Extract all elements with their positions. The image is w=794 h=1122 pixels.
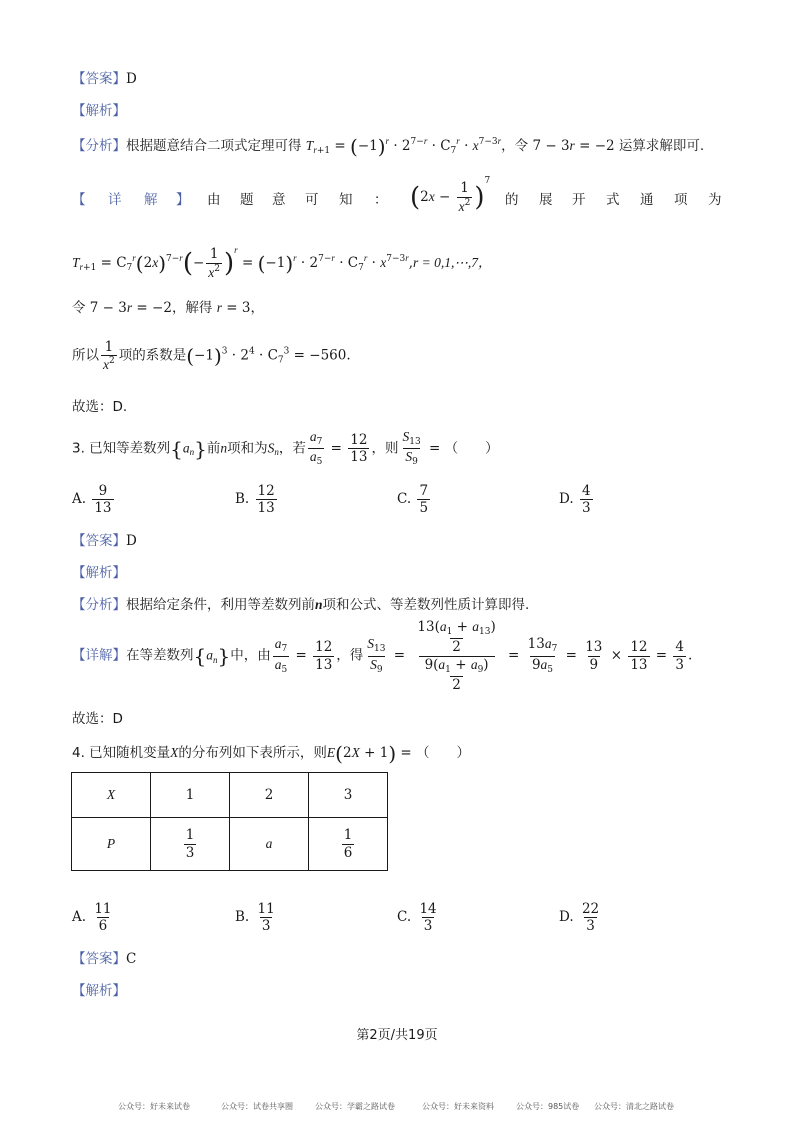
watermark-text: 公众号：985试卷 bbox=[516, 1102, 580, 1111]
q3-option-d[interactable] bbox=[559, 484, 595, 515]
q3-xiangjie-c: ，得 bbox=[336, 647, 364, 664]
option-label: B. bbox=[235, 491, 250, 508]
distribution-table bbox=[71, 772, 388, 871]
q4-stem-c: （ ） bbox=[416, 745, 471, 761]
q2-answer-line bbox=[72, 67, 137, 87]
option-num: 12 bbox=[257, 483, 275, 499]
option-num: 9 bbox=[98, 483, 108, 499]
option-den: 3 bbox=[261, 918, 271, 935]
table-cell: P bbox=[72, 818, 151, 871]
q3-analysis-tag: 【解析】 bbox=[72, 565, 126, 581]
watermark-text: 公众号：学霸之路试卷 bbox=[315, 1102, 395, 1111]
q2-fenxi-text2: ，令 bbox=[501, 138, 529, 154]
q3-answer-line bbox=[72, 529, 137, 549]
xiangjie-char: 通 bbox=[640, 192, 654, 208]
q4-stem-a: 4. 已知随机变量 bbox=[72, 745, 171, 761]
q3-stem: 3. 已知等差数列$\{a_n\}$前n项和为$S_n$，若 $\frac{a_7}{a_5}$ = $\frac{12}{13}$ ，则 $\frac{S_{13}}{S_9}$ = （ ） bbox=[72, 429, 499, 468]
option-num: 4 bbox=[581, 483, 591, 499]
q2-fenxi-text3: 运算求解即可. bbox=[618, 138, 705, 154]
q2-step1: 令 7 − 3r = −2，解得 r = 3， bbox=[72, 300, 264, 316]
frac-den: 6 bbox=[343, 844, 353, 861]
answer-tag: 【答案】 bbox=[72, 533, 126, 549]
q2-choice-line: 故选：D. bbox=[72, 399, 128, 415]
xiangjie-char: 可 bbox=[305, 192, 319, 208]
xiangjie-char: 为 bbox=[708, 192, 722, 208]
q4-answer-value: C bbox=[126, 951, 137, 967]
frac-den: 3 bbox=[185, 844, 195, 861]
table-cell bbox=[151, 818, 230, 871]
xiangjie-char: 题 bbox=[240, 192, 254, 208]
q4-option-d[interactable] bbox=[559, 902, 603, 933]
option-num: 7 bbox=[419, 483, 429, 499]
q3-answer-value: D bbox=[126, 533, 137, 549]
q3-stem-f: （ ） bbox=[444, 440, 499, 457]
table-cell bbox=[309, 818, 388, 871]
q3-option-a[interactable] bbox=[72, 484, 116, 515]
xiangjie-char: ： bbox=[374, 192, 388, 208]
table-row bbox=[72, 773, 388, 818]
q4-option-c[interactable] bbox=[397, 902, 441, 933]
option-label: B. bbox=[235, 909, 250, 926]
fenxi-tag: 【分析】 bbox=[72, 597, 126, 613]
option-label: A. bbox=[72, 491, 87, 508]
fenxi-tag: 【分析】 bbox=[72, 138, 126, 154]
option-den: 6 bbox=[98, 918, 108, 935]
option-label: D. bbox=[559, 491, 574, 508]
xiangjie-char: 意 bbox=[272, 192, 286, 208]
q2-fenxi-equation: 7 − 3r = −2 bbox=[532, 138, 615, 154]
table-cell: 3 bbox=[309, 773, 388, 818]
q3-xiangjie-a: 在等差数列 bbox=[126, 647, 194, 664]
option-label: A. bbox=[72, 909, 87, 926]
xiangjie-char: 开 bbox=[572, 192, 586, 208]
xiangjie-char: 详 bbox=[108, 192, 122, 208]
xiangjie-char: 的 bbox=[505, 192, 519, 208]
r-range: r = 0,1,⋯,7， bbox=[413, 255, 492, 270]
q2-step2-a: 所以 bbox=[72, 347, 99, 364]
option-label: C. bbox=[397, 491, 412, 508]
xiangjie-char: 由 bbox=[207, 192, 221, 208]
option-den: 13 bbox=[257, 500, 275, 517]
option-label: D. bbox=[559, 909, 574, 926]
q2-step2-b: 项的系数是 bbox=[118, 347, 187, 364]
q3-fenxi-text2: 项和公式、等差数列性质计算即得. bbox=[322, 597, 530, 613]
xiangjie-char: 式 bbox=[606, 192, 620, 208]
watermark-text: 公众号：好未来资料 bbox=[422, 1102, 494, 1111]
option-den: 3 bbox=[423, 918, 433, 935]
q3-choice-line: 故选：D bbox=[72, 711, 123, 727]
option-num: 22 bbox=[581, 901, 600, 917]
q3-xiangjie-b: 中，由 bbox=[230, 647, 271, 664]
option-num: 14 bbox=[419, 901, 437, 917]
xiangjie-char: 展 bbox=[539, 192, 553, 208]
option-den: 5 bbox=[419, 500, 429, 517]
xiangjie-char: 【 bbox=[72, 192, 86, 208]
q3-xiangjie-line: 【详解】在等差数列$\{a_n\}$中，由 $\frac{a_7}{a_5}$ = $\frac{12}{13}$ ，得 $\frac{S_{13}}{S_9}$ = $\frac{\frac{13(a_1 + a_{13})}{2}}{\frac{9(a_1 + a_9)}{2}}$ = $\frac{13a_7}{9a_5}$ = $\frac{13}{9}$ × $\frac{12}{13}$ = $\frac{4}{3}$ . bbox=[72, 619, 693, 694]
page-number: 第2页/共19页 bbox=[356, 1028, 438, 1043]
frac-num: 1 bbox=[185, 827, 195, 844]
option-num: 11 bbox=[94, 901, 112, 917]
q3-fenxi-text: 根据给定条件，利用等差数列前 bbox=[126, 597, 315, 613]
q3-option-b[interactable] bbox=[235, 484, 279, 515]
frac-num: 1 bbox=[343, 827, 353, 844]
option-den: 3 bbox=[586, 918, 595, 935]
q2-binomial-expression: (2x − $\frac{1}{x^2}$ )$^7$ bbox=[410, 176, 491, 214]
q3-stem-c: 项和为 bbox=[227, 440, 268, 457]
xiangjie-char: 项 bbox=[674, 192, 688, 208]
q2-step2: 所以 $\frac{1}{x^2}$ 项的系数是$(-1)^3 \cdot 2^4 \cdot C_7^3 = -560$. bbox=[72, 339, 351, 373]
q2-step1-a: 令 bbox=[72, 300, 86, 316]
q3-stem-d: ，若 bbox=[278, 440, 306, 457]
q2-analysis-tag: 【解析】 bbox=[72, 103, 126, 119]
option-num: 11 bbox=[257, 901, 275, 917]
answer-tag: 【答案】 bbox=[72, 71, 126, 87]
q3-option-c[interactable] bbox=[397, 484, 432, 515]
q4-answer-line bbox=[72, 947, 136, 967]
q2-fenxi-formula: $T_{r+1} = (-1)^r \cdot 2^{7-r} \cdot C_7^r \cdot x^{7-3r}$ bbox=[305, 134, 502, 159]
option-den: 3 bbox=[581, 500, 591, 517]
table-cell: 1 bbox=[151, 773, 230, 818]
answer-tag: 【答案】 bbox=[72, 951, 126, 967]
q3-stem-e: ，则 bbox=[371, 440, 399, 457]
xiangjie-char: 知 bbox=[339, 192, 353, 208]
option-label: C. bbox=[397, 909, 412, 926]
table-cell: a bbox=[230, 818, 309, 871]
watermark-text: 公众号：清北之路试卷 bbox=[594, 1102, 674, 1111]
watermark-text: 公众号：试卷共享圈 bbox=[221, 1102, 293, 1111]
q2-result: −560 bbox=[309, 347, 347, 364]
table-cell: 2 bbox=[230, 773, 309, 818]
table-cell: X bbox=[72, 773, 151, 818]
xiangjie-char: 解 bbox=[144, 192, 158, 208]
q4-option-b[interactable] bbox=[235, 902, 279, 933]
q4-analysis-tag: 【解析】 bbox=[72, 983, 126, 999]
q3-fenxi-line: 【分析】根据给定条件，利用等差数列前n项和公式、等差数列性质计算即得. bbox=[72, 597, 530, 613]
watermark-strip bbox=[0, 1101, 794, 1115]
q3-stem-b: 前 bbox=[206, 440, 221, 457]
q2-step1-b: ，解得 bbox=[171, 300, 213, 316]
option-den: 13 bbox=[94, 500, 112, 517]
q4-stem-b: 的分布列如下表所示，则 bbox=[178, 745, 327, 761]
q3-stem-a: 3. 已知等差数列 bbox=[72, 440, 171, 457]
xiangjie-tag: 【详解】 bbox=[72, 647, 126, 664]
xiangjie-char: 】 bbox=[176, 192, 190, 208]
table-row bbox=[72, 818, 388, 871]
q4-stem: 4. 已知随机变量X的分布列如下表所示，则E(2X + 1) = （ ） bbox=[72, 741, 471, 766]
q2-general-term: $T_{r+1} = C_7^r(2x)^{7-r}(-$ $\frac{1}{x^2}$ )$^r = (-1)^r \cdot 2^{7-r} \cdot C_7^r \cdot x^{7-3r},r$ = 0,1,⋯,7， bbox=[72, 245, 492, 280]
q2-fenxi-line bbox=[72, 134, 704, 157]
q2-answer-value: D bbox=[126, 71, 137, 87]
q2-xiangjie-line bbox=[72, 188, 722, 208]
q4-option-a[interactable] bbox=[72, 902, 116, 933]
q2-fenxi-text: 根据题意结合二项式定理可得 bbox=[126, 138, 302, 154]
watermark-text: 公众号：好未来试卷 bbox=[118, 1102, 190, 1111]
